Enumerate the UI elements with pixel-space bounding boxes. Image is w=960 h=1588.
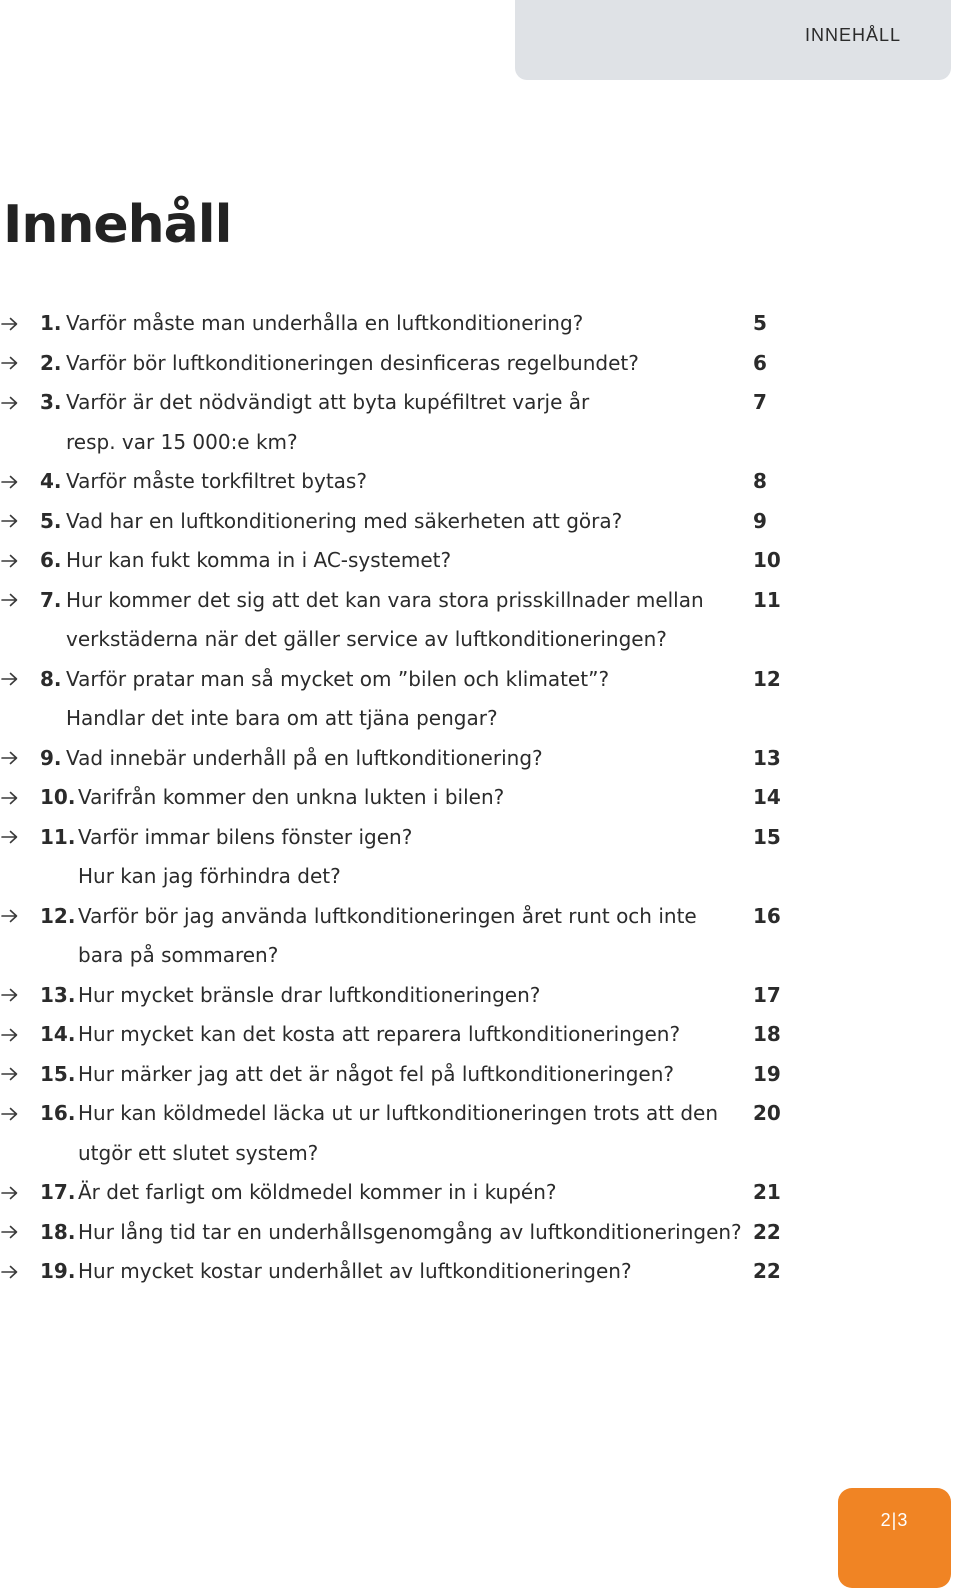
toc-entry[interactable] [0,976,900,1016]
footer-tab [838,1488,951,1588]
toc-entry-title-line: Varför immar bilens fönster igen? [78,824,413,849]
toc-entry-title [78,897,697,976]
toc-entry-page: 18 [753,1022,781,1046]
page-indicator: 2|3 [880,1510,909,1530]
toc-entry-page: 17 [753,982,781,1007]
toc-entry-number: 15. [40,1061,76,1086]
toc-entry-title [66,541,451,581]
toc-entry-title-line: bara på sommaren? [78,943,279,967]
toc-entry-number: 11. [40,824,76,849]
toc-entry-page: 20 [753,1101,781,1125]
arrow-right-icon [1,1213,25,1253]
toc-entry[interactable] [0,739,900,779]
toc-entry[interactable] [0,778,900,818]
toc-entry[interactable] [0,383,900,462]
toc-entry-title-line: Hur lång tid tar en underhållsgenomgång av luftkonditioneringen? [78,1219,742,1244]
toc-entry-title-line: Hur kommer det sig att det kan vara stora prisskillnader mellan [66,587,704,612]
toc-entry[interactable] [0,1094,900,1173]
toc-entry[interactable] [0,1252,900,1292]
toc-entry-page: 11 [753,587,781,612]
toc-entry-title-line: Hur kan köldmedel läcka ut ur luftkonditioneringen trots att den [78,1101,719,1125]
toc-entry-title-line: verkstäderna när det gäller service av luftkonditioneringen? [66,627,667,651]
toc-entry-number: 16. [40,1101,76,1125]
section-label: INNEHÅLL [804,25,901,45]
toc-entry-number: 12. [40,903,76,928]
toc-entry[interactable] [0,1213,900,1253]
toc-entry-title [66,660,609,739]
toc-entry-title-line: Varför bör luftkonditioneringen desinficeras regelbundet? [66,350,639,375]
toc-entry-title [78,818,412,897]
toc-entry-title-line: Varför är det nödvändigt att byta kupéfiltret varje år [66,390,590,414]
toc-entry[interactable] [0,1015,900,1055]
toc-entry-title [78,1055,674,1095]
toc-entry-page: 9 [753,508,767,533]
toc-entry-title-line: Hur märker jag att det är något fel på luftkonditioneringen? [78,1061,674,1086]
arrow-right-icon [1,1252,25,1292]
arrow-right-icon [1,660,25,700]
toc-entry-number: 1. [40,311,62,335]
toc-entry-page: 16 [753,903,781,928]
toc-entry[interactable] [0,660,900,739]
toc-entry-title-line: Hur kan fukt komma in i AC-systemet? [66,548,452,572]
header-tab [515,0,951,80]
table-of-contents [0,304,900,1292]
toc-entry[interactable] [0,541,900,581]
arrow-right-icon [1,581,25,621]
toc-entry-number: 6. [40,548,62,572]
toc-entry-number: 2. [40,350,62,375]
toc-entry-title [66,502,622,542]
toc-entry-title-line: resp. var 15 000:e km? [66,429,298,454]
toc-entry-title [66,739,543,779]
toc-entry-page: 21 [753,1180,781,1204]
toc-entry-number: 3. [40,390,62,414]
arrow-right-icon [1,1055,25,1095]
toc-entry[interactable] [0,304,900,344]
toc-entry-title-line: utgör ett slutet system? [78,1140,319,1165]
toc-entry-page: 5 [753,311,767,335]
toc-entry-page: 22 [753,1259,781,1283]
toc-entry-page: 22 [753,1219,781,1244]
toc-entry[interactable] [0,897,900,976]
arrow-right-icon [1,1094,25,1134]
arrow-right-icon [1,541,25,581]
toc-entry-page: 6 [753,350,767,375]
toc-entry-number: 19. [40,1259,76,1283]
toc-entry[interactable] [0,818,900,897]
toc-entry-title [78,1252,632,1292]
arrow-right-icon [1,304,25,344]
toc-entry-page: 14 [753,785,781,809]
toc-entry-title-line: Vad har en luftkonditionering med säkerheten att göra? [66,508,623,533]
toc-entry-number: 9. [40,745,62,770]
toc-entry[interactable] [0,502,900,542]
arrow-right-icon [1,818,25,858]
toc-entry-title [78,778,504,818]
arrow-right-icon [1,897,25,937]
arrow-right-icon [1,462,25,502]
toc-entry-title-line: Varifrån kommer den unkna lukten i bilen? [78,785,505,809]
toc-entry-title [78,1094,718,1173]
toc-entry-number: 8. [40,666,62,691]
toc-entry-number: 10. [40,785,76,809]
toc-entry-title [78,1213,742,1253]
toc-entry[interactable] [0,1055,900,1095]
toc-entry-title [78,1015,680,1055]
arrow-right-icon [1,739,25,779]
arrow-right-icon [1,1173,25,1213]
toc-entry-title [78,1173,557,1213]
toc-entry-title-line: Handlar det inte bara om att tjäna pengar? [66,706,498,730]
toc-entry-number: 7. [40,587,62,612]
toc-entry-title [66,344,639,384]
toc-entry-number: 13. [40,982,76,1007]
toc-entry-number: 14. [40,1022,76,1046]
toc-entry-title-line: Varför bör jag använda luftkonditioneringen året runt och inte [78,903,697,928]
toc-entry-number: 4. [40,469,62,493]
toc-entry[interactable] [0,581,900,660]
toc-entry-title [66,383,589,462]
arrow-right-icon [1,344,25,384]
toc-entry[interactable] [0,1173,900,1213]
toc-entry-page: 7 [753,390,767,414]
toc-entry-title-line: Hur mycket bränsle drar luftkonditioneringen? [78,982,541,1007]
toc-entry-title-line: Hur mycket kostar underhållet av luftkonditioneringen? [78,1259,632,1283]
toc-entry-title [66,581,704,660]
toc-entry[interactable] [0,344,900,384]
toc-entry-title-line: Hur mycket kan det kosta att reparera luftkonditioneringen? [78,1022,681,1046]
toc-entry-title [78,976,540,1016]
toc-entry-title [66,304,583,344]
toc-entry[interactable] [0,462,900,502]
arrow-right-icon [1,976,25,1016]
toc-entry-title [66,462,367,502]
toc-entry-page: 15 [753,824,781,849]
arrow-right-icon [1,1015,25,1055]
toc-entry-number: 17. [40,1180,76,1204]
toc-entry-page: 12 [753,666,781,691]
toc-entry-title-line: Varför måste man underhålla en luftkonditionering? [66,311,584,335]
toc-entry-number: 5. [40,508,62,533]
toc-entry-title-line: Varför måste torkfiltret bytas? [66,469,367,493]
toc-entry-page: 8 [753,469,767,493]
toc-entry-page: 19 [753,1061,781,1086]
arrow-right-icon [1,778,25,818]
toc-entry-page: 13 [753,745,781,770]
toc-entry-page: 10 [753,548,781,572]
page-title: Innehåll [3,195,232,255]
toc-entry-title-line: Hur kan jag förhindra det? [78,864,341,888]
toc-entry-title-line: Varför pratar man så mycket om ”bilen och klimatet”? [66,666,610,691]
arrow-right-icon [1,502,25,542]
arrow-right-icon [1,383,25,423]
toc-entry-number: 18. [40,1219,76,1244]
toc-entry-title-line: Är det farligt om köldmedel kommer in i kupén? [78,1180,557,1204]
toc-entry-title-line: Vad innebär underhåll på en luftkonditionering? [66,745,543,770]
